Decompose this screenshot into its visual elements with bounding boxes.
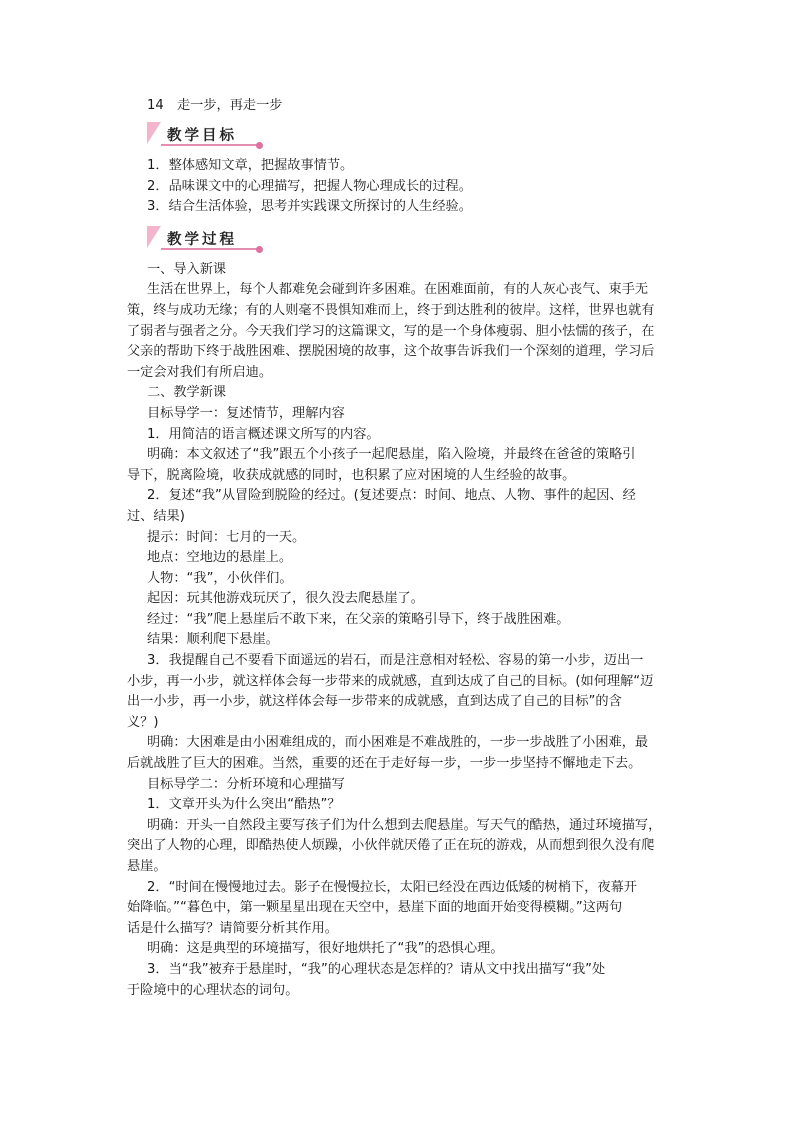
body-line: 明确：这是典型的环境描写，很好地烘托了“我”的恐惧心理。 xyxy=(147,941,504,957)
body-line: 目标导学一：复述情节，理解内容 xyxy=(147,405,345,421)
body-line: 明确：本文叙述了“我”跟五个小孩子一起爬悬崖，陷入险境，并最终在爸爸的策略引 xyxy=(147,447,636,463)
body-line: 目标导学二：分析环境和心理描写 xyxy=(147,776,345,792)
body-text xyxy=(127,260,667,1001)
section-heading-goals: 教学目标 xyxy=(167,127,237,144)
body-line: 一、导入新课 xyxy=(147,261,227,277)
body-line: 1．用简洁的语言概述课文所写的内容。 xyxy=(147,426,380,442)
body-line: 悬崖。 xyxy=(127,859,167,874)
body-line: 人物：“我”，小伙伴们。 xyxy=(147,570,293,586)
body-line: 了弱者与强者之分。今天我们学习的这篇课文，写的是一个身体瘦弱、胆小怯懦的孩子，在 xyxy=(127,323,655,339)
goal-item: 1．整体感知文章，把握故事情节。 xyxy=(147,158,354,173)
body-line: 突出了人物的心理，即酷热使人烦躁，小伙伴就厌倦了正在玩的游戏，从而想到很久没有爬 xyxy=(127,838,655,854)
section-banner-goals xyxy=(147,122,267,148)
goal-item: 2．品味课文中的心理描写，把握人物心理成长的过程。 xyxy=(147,178,472,194)
body-line: 始降临。”“暮色中，第一颗星星出现在天空中，悬崖下面的地面开始变得模糊。”这两句 xyxy=(127,900,623,916)
body-line: 策，终与成功无缘；有的人则毫不畏惧知难而上，终于到达胜利的彼岸。这样，世界也就有 xyxy=(127,302,655,318)
document-page xyxy=(127,96,667,1001)
banner-dot xyxy=(256,246,263,253)
body-line: 经过：“我”爬上悬崖后不敢下来，在父亲的策略引导下，终于战胜困难。 xyxy=(147,611,570,627)
body-line: 导下，脱离险境，收获成就感的同时，也积累了应对困境的人生经验的故事。 xyxy=(127,467,576,483)
body-line: 于险境中的心理状态的词句。 xyxy=(127,982,299,998)
body-line: 生活在世界上，每个人都难免会碰到许多困难。在困难面前，有的人灰心丧气、束手无 xyxy=(147,282,649,298)
body-line: 一定会对我们有所启迪。 xyxy=(127,364,273,380)
body-line: 话是什么描写？请简要分析其作用。 xyxy=(127,920,338,936)
body-line: 二、教学新课 xyxy=(147,385,227,401)
banner-decoration xyxy=(147,122,161,144)
body-line: 2．“时间在慢慢地过去。影子在慢慢拉长，太阳已经没在西边低矮的树梢下，夜幕开 xyxy=(147,879,637,895)
section-banner-process xyxy=(147,226,267,252)
body-line: 3．我提醒自己不要看下面遥远的岩石，而是注意相对轻松、容易的第一小步，迈出一 xyxy=(147,653,644,669)
body-line: 义？) xyxy=(127,714,159,730)
section-heading-process: 教学过程 xyxy=(167,230,237,248)
body-line: 过、结果) xyxy=(127,508,185,524)
body-line: 2．复述“我”从冒险到脱险的经过。(复述要点：时间、地点、人物、事件的起因、经 xyxy=(147,488,636,504)
body-line: 明确：开头一自然段主要写孩子们为什么想到去爬悬崖。写天气的酷热，通过环境描写， xyxy=(147,817,662,833)
body-line: 结果：顺利爬下悬崖。 xyxy=(147,632,279,648)
body-line: 父亲的帮助下终于战胜困难、摆脱困境的故事，这个故事告诉我们一个深刻的道理，学习后 xyxy=(127,344,655,360)
banner-decoration xyxy=(147,226,161,248)
body-line: 起因：玩其他游戏玩厌了，很久没去爬悬崖了。 xyxy=(147,591,424,607)
body-line: 3．当“我”被弃于悬崖时，“我”的心理状态是怎样的？请从文中找出描写“我”处 xyxy=(147,961,606,977)
goal-item: 3．结合生活体验，思考并实践课文所探讨的人生经验。 xyxy=(147,199,472,215)
body-line: 出一小步，再一小步，就这样体会每一步带来的成就感，直到达成了自己的目标”的含 xyxy=(127,694,622,710)
banner-dot xyxy=(256,142,263,149)
body-line: 提示：时间：七月的一天。 xyxy=(147,529,306,545)
body-line: 后就战胜了巨大的困难。当然，重要的还在于走好每一步，一步一步坚持不懈地走下去。 xyxy=(127,756,642,772)
body-line: 明确：大困难是由小困难组成的，而小困难是不难战胜的，一步一步战胜了小困难，最 xyxy=(147,735,649,751)
body-line: 小步，再一小步，就这样体会每一步带来的成就感，直到达成了自己的目标。(如何理解“迈 xyxy=(127,673,654,689)
body-line: 1．文章开头为什么突出“酷热”？ xyxy=(147,797,341,813)
body-line: 地点：空地边的悬崖上。 xyxy=(147,550,293,566)
lesson-title: 14 走一步，再走一步 xyxy=(147,98,283,113)
